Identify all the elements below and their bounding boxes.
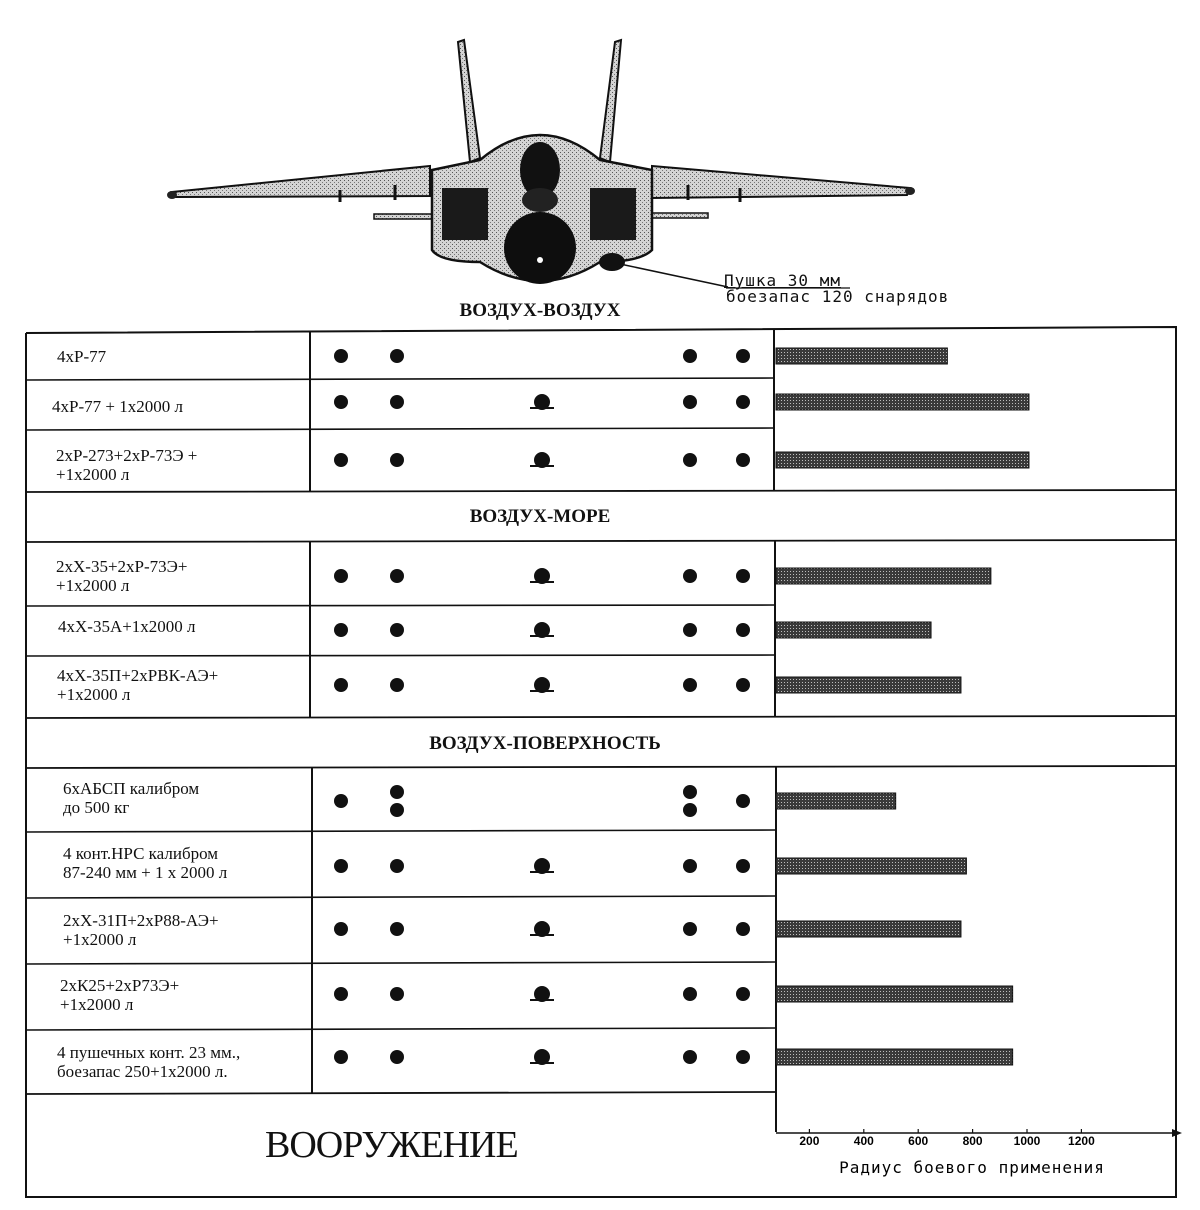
center-tank-marker [530,677,554,693]
station-marker [390,623,404,637]
station-marker [736,395,750,409]
station-marker [683,569,697,583]
station-marker [683,623,697,637]
station-marker [390,569,404,583]
station-marker [683,453,697,467]
center-tank-marker [530,1049,554,1065]
station-marker [736,453,750,467]
station-marker [334,1050,348,1064]
row-label: 2хК25+2хР73Э+ +1х2000 л [60,976,180,1014]
station-marker [334,678,348,692]
station-marker [334,794,348,808]
station-marker [334,859,348,873]
center-tank-marker [530,921,554,937]
x-tick-label: 200 [799,1134,820,1148]
center-tank-marker [530,986,554,1002]
station-marker [736,1050,750,1064]
station-marker [334,395,348,409]
station-marker [390,453,404,467]
x-tick-label: 400 [853,1134,874,1148]
bar-group [776,348,1029,1065]
bar-2-4 [776,1049,1013,1065]
station-marker [334,922,348,936]
row-label: 4хР-77 + 1х2000 л [52,397,183,416]
x-axis-ticks [799,1129,1095,1148]
center-tank-marker [530,568,554,584]
x-tick-label: 800 [962,1134,983,1148]
row-label: 4хР-77 [57,347,107,366]
bar-2-0 [776,793,896,809]
station-marker [736,623,750,637]
bar-1-1 [776,622,931,638]
gun-note-line1: Пушка 30 мм [724,271,841,290]
station-marker [736,678,750,692]
station-marker [683,678,697,692]
bar-1-0 [776,568,991,584]
station-marker [390,785,404,799]
row-label: 2хХ-35+2хР-73Э+ +1х2000 л [56,557,188,595]
station-marker [736,987,750,1001]
station-marker [736,349,750,363]
station-marker [736,922,750,936]
station-marker [390,678,404,692]
section-title-air-surface: ВОЗДУХ-ПОВЕРХНОСТЬ [429,733,661,754]
bar-2-3 [776,986,1013,1002]
station-marker [683,1050,697,1064]
station-marker [334,623,348,637]
station-marker [683,395,697,409]
row-label: 6хАБСП калибром до 500 кг [63,779,200,817]
station-marker [390,395,404,409]
station-marker [736,794,750,808]
row-label: 4хХ-35П+2хРВК-АЭ+ +1х2000 л [57,666,219,704]
center-tank-marker [530,394,554,410]
row-label: 2хХ-31П+2хР88-АЭ+ +1х2000 л [63,911,219,949]
page-title: ВООРУЖЕНИЕ [265,1124,518,1166]
station-marker [683,349,697,363]
station-marker [683,785,697,799]
center-tank-marker [530,858,554,874]
station-marker [390,349,404,363]
row-label: 4 пушечных конт. 23 мм., боезапас 250+1х2000 л. [57,1043,241,1081]
station-marker [390,803,404,817]
station-markers [334,349,750,1065]
station-marker [390,987,404,1001]
row-label: 4 конт.НРС калибром 87-240 мм + 1 х 2000 л [63,844,228,882]
station-marker [683,859,697,873]
bar-0-1 [776,394,1029,410]
station-marker [334,349,348,363]
row-label: 2хР-273+2хР-73Э + +1х2000 л [56,446,198,484]
station-marker [683,922,697,936]
station-marker [334,453,348,467]
station-marker [334,987,348,1001]
station-marker [683,803,697,817]
aircraft-front-view [167,40,915,288]
station-marker [736,569,750,583]
x-tick-label: 1000 [1013,1134,1041,1148]
center-tank-marker [530,622,554,638]
station-marker [736,859,750,873]
section-title-air-air: ВОЗДУХ-ВОЗДУХ [459,300,621,321]
bar-0-2 [776,452,1029,468]
station-marker [390,922,404,936]
center-tank-marker [530,452,554,468]
station-marker [390,1050,404,1064]
station-marker [390,859,404,873]
row-label: 4хХ-35А+1х2000 л [58,617,196,636]
x-tick-label: 600 [908,1134,929,1148]
x-axis-label: Радиус боевого применения [839,1158,1105,1177]
bar-2-1 [776,858,966,874]
section-title-air-sea: ВОЗДУХ-МОРЕ [469,506,611,527]
station-marker [683,987,697,1001]
x-tick-label: 1200 [1068,1134,1095,1148]
bar-1-2 [776,677,961,693]
bar-2-2 [776,921,961,937]
bar-0-0 [776,348,947,364]
gun-note-line2: боезапас 120 снарядов [726,287,950,306]
station-marker [334,569,348,583]
